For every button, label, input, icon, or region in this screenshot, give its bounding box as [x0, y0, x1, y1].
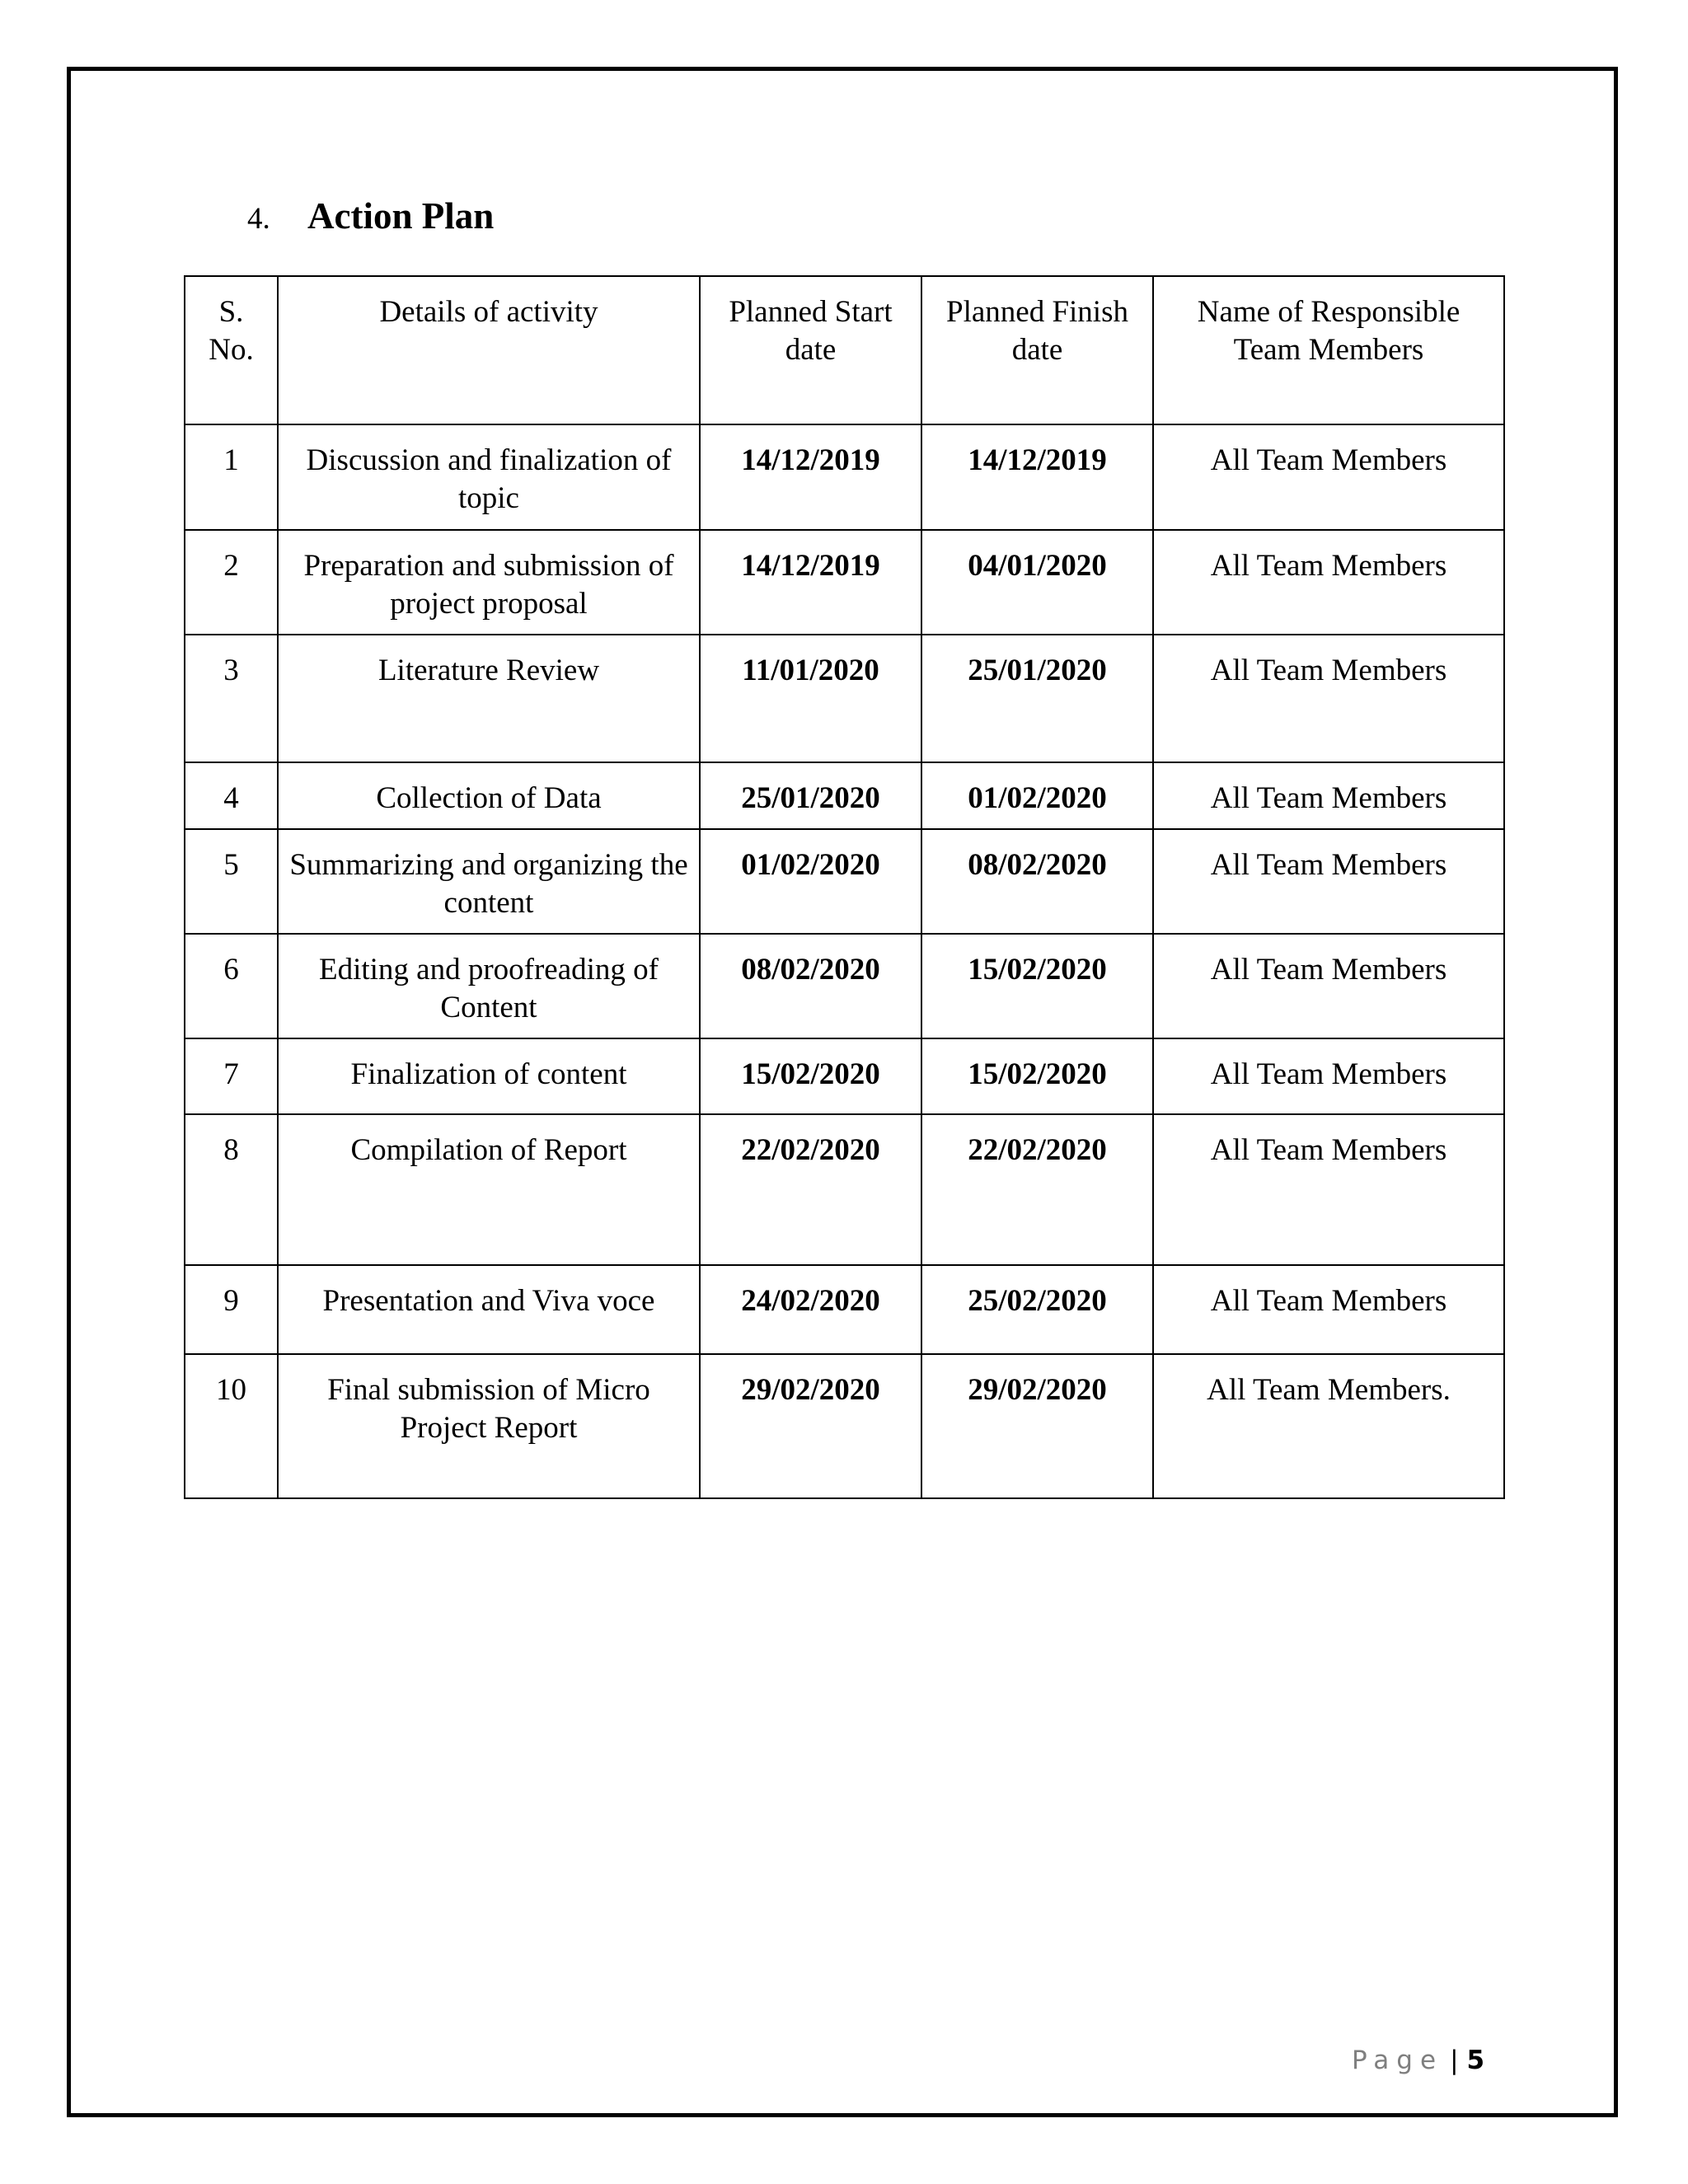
cell-responsible: All Team Members — [1153, 1114, 1504, 1265]
section-heading — [247, 194, 494, 252]
cell-sno: 9 — [185, 1265, 278, 1354]
cell-sno: 5 — [185, 829, 278, 934]
header-details: Details of activity — [278, 276, 700, 424]
header-finish-date: Planned Finish date — [921, 276, 1153, 424]
cell-sno: 10 — [185, 1354, 278, 1498]
cell-responsible: All Team Members — [1153, 424, 1504, 530]
footer-page-number: 5 — [1466, 2046, 1485, 2075]
cell-activity: Collection of Data — [278, 762, 700, 829]
cell-responsible: All Team Members. — [1153, 1354, 1504, 1498]
cell-activity: Summarizing and organizing the content — [278, 829, 700, 934]
section-title: Action Plan — [307, 195, 495, 237]
cell-responsible: All Team Members — [1153, 1038, 1504, 1114]
cell-sno: 6 — [185, 934, 278, 1038]
cell-finish-date: 15/02/2020 — [921, 934, 1153, 1038]
cell-responsible: All Team Members — [1153, 934, 1504, 1038]
cell-start-date: 22/02/2020 — [700, 1114, 921, 1265]
table-row — [185, 635, 1504, 762]
cell-activity: Final submission of Micro Project Report — [278, 1354, 700, 1498]
cell-finish-date: 25/02/2020 — [921, 1265, 1153, 1354]
table-row — [185, 762, 1504, 829]
header-responsible: Name of Responsible Team Members — [1153, 276, 1504, 424]
cell-finish-date: 15/02/2020 — [921, 1038, 1153, 1114]
table-header-row — [185, 276, 1504, 424]
cell-finish-date: 01/02/2020 — [921, 762, 1153, 829]
cell-start-date: 01/02/2020 — [700, 829, 921, 934]
header-start-date: Planned Start date — [700, 276, 921, 424]
cell-responsible: All Team Members — [1153, 1265, 1504, 1354]
header-sno: S. No. — [185, 276, 278, 424]
table-row — [185, 424, 1504, 530]
cell-sno: 8 — [185, 1114, 278, 1265]
cell-sno: 3 — [185, 635, 278, 762]
footer-separator: | — [1450, 2046, 1459, 2075]
cell-start-date: 24/02/2020 — [700, 1265, 921, 1354]
cell-finish-date: 22/02/2020 — [921, 1114, 1153, 1265]
action-plan-table — [184, 275, 1505, 1499]
footer-page-label: Page — [1352, 2046, 1444, 2075]
table-row — [185, 1354, 1504, 1498]
table-row — [185, 1114, 1504, 1265]
cell-activity: Preparation and submission of project proposal — [278, 530, 700, 635]
cell-finish-date: 04/01/2020 — [921, 530, 1153, 635]
cell-start-date: 25/01/2020 — [700, 762, 921, 829]
cell-finish-date: 29/02/2020 — [921, 1354, 1153, 1498]
cell-finish-date: 08/02/2020 — [921, 829, 1153, 934]
cell-responsible: All Team Members — [1153, 829, 1504, 934]
section-number: 4. — [247, 202, 270, 236]
cell-start-date: 15/02/2020 — [700, 1038, 921, 1114]
table-row — [185, 1265, 1504, 1354]
cell-activity: Literature Review — [278, 635, 700, 762]
cell-responsible: All Team Members — [1153, 530, 1504, 635]
page-footer — [1352, 2046, 1484, 2075]
table-row — [185, 934, 1504, 1038]
cell-start-date: 11/01/2020 — [700, 635, 921, 762]
cell-sno: 2 — [185, 530, 278, 635]
cell-responsible: All Team Members — [1153, 762, 1504, 829]
table-row — [185, 1038, 1504, 1114]
cell-activity: Presentation and Viva voce — [278, 1265, 700, 1354]
cell-start-date: 14/12/2019 — [700, 424, 921, 530]
cell-activity: Discussion and finalization of topic — [278, 424, 700, 530]
cell-sno: 4 — [185, 762, 278, 829]
cell-start-date: 29/02/2020 — [700, 1354, 921, 1498]
table-row — [185, 829, 1504, 934]
cell-finish-date: 14/12/2019 — [921, 424, 1153, 530]
cell-sno: 1 — [185, 424, 278, 530]
cell-start-date: 14/12/2019 — [700, 530, 921, 635]
cell-activity: Finalization of content — [278, 1038, 700, 1114]
cell-sno: 7 — [185, 1038, 278, 1114]
cell-activity: Compilation of Report — [278, 1114, 700, 1265]
table-row — [185, 530, 1504, 635]
cell-start-date: 08/02/2020 — [700, 934, 921, 1038]
cell-finish-date: 25/01/2020 — [921, 635, 1153, 762]
cell-activity: Editing and proofreading of Content — [278, 934, 700, 1038]
cell-responsible: All Team Members — [1153, 635, 1504, 762]
